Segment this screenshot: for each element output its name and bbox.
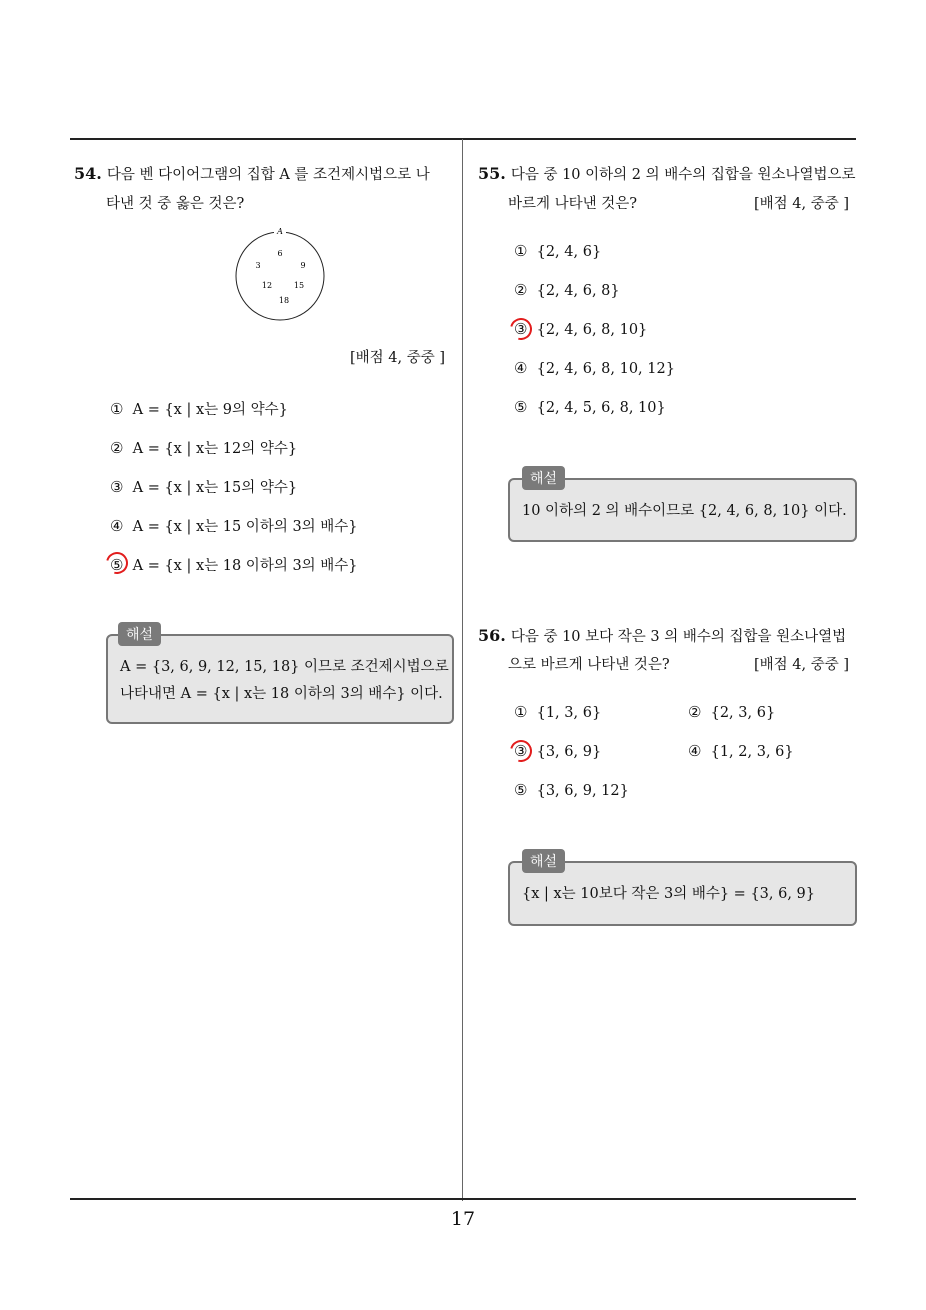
- option-mark: ①: [110, 400, 124, 418]
- q56-option-5[interactable]: [514, 781, 629, 799]
- q54-solution-box: [106, 634, 454, 724]
- option-mark: ⑤: [514, 398, 528, 416]
- q55-solution-label: 해설: [522, 466, 565, 490]
- bottom-rule: [70, 1198, 856, 1200]
- venn-element: 6: [277, 249, 283, 258]
- option-mark: ③: [110, 478, 124, 496]
- q56-title: [478, 622, 846, 651]
- q56-option-4[interactable]: [688, 742, 794, 760]
- option-text: {2, 4, 6, 8, 10}: [536, 322, 648, 338]
- q55-number: 55.: [478, 164, 506, 183]
- q54-line2: 타낸 것 중 옳은 것은?: [106, 196, 245, 212]
- option-mark: ②: [688, 703, 702, 721]
- q54-number: 54.: [74, 164, 102, 183]
- option-text: {2, 4, 6, 8}: [536, 283, 620, 299]
- q54-solution-label: 해설: [118, 622, 161, 646]
- venn-element: 18: [278, 296, 290, 305]
- option-text: {2, 4, 6, 8, 10, 12}: [536, 361, 675, 377]
- option-text: A = {x | x는 12의 약수}: [132, 441, 298, 457]
- q55-line2: 바르게 나타낸 것은?: [508, 196, 638, 212]
- page-number: 17: [450, 1208, 476, 1230]
- top-rule: [70, 138, 856, 140]
- venn-element: 12: [261, 281, 273, 290]
- q54-solution-line2: 나타내면 A = {x | x는 18 이하의 3의 배수} 이다.: [120, 686, 443, 702]
- q54-title: [74, 160, 430, 189]
- q54-option-1[interactable]: [110, 398, 288, 419]
- q55-option-3[interactable]: [514, 320, 647, 338]
- q56-line2: 으로 바르게 나타낸 것은?: [508, 657, 670, 673]
- q55-title: [478, 160, 856, 189]
- option-mark: ②: [110, 439, 124, 457]
- option-text: {1, 3, 6}: [536, 705, 602, 721]
- q54-solution-line1: A = {3, 6, 9, 12, 15, 18} 이므로 조건제시법으로: [120, 659, 449, 675]
- q54-option-3[interactable]: [110, 476, 297, 497]
- option-text: A = {x | x는 15의 약수}: [132, 480, 298, 496]
- option-mark: ⑤: [514, 781, 528, 799]
- q55-points: [배점 4, 중중 ]: [754, 196, 850, 212]
- q56-option-2[interactable]: [688, 703, 775, 721]
- venn-element: 3: [255, 261, 261, 270]
- q54-line1: 다음 벤 다이어그램의 집합 A 를 조건제시법으로 나: [106, 167, 430, 183]
- option-text: {2, 4, 6}: [536, 244, 602, 260]
- column-divider: [462, 139, 463, 1201]
- venn-element: 15: [293, 281, 305, 290]
- venn-diagram: [230, 226, 330, 322]
- option-mark: ①: [514, 242, 528, 260]
- option-mark: ②: [514, 281, 528, 299]
- venn-element: 9: [300, 261, 306, 270]
- venn-label: A: [277, 227, 283, 236]
- option-text: A = {x | x는 15 이하의 3의 배수}: [132, 519, 358, 535]
- option-text: A = {x | x는 9의 약수}: [132, 402, 288, 418]
- q54-points: [배점 4, 중중 ]: [350, 350, 446, 366]
- q56-option-1[interactable]: [514, 703, 601, 721]
- q55-option-4[interactable]: [514, 359, 675, 377]
- q56-solution-line1: {x | x는 10보다 작은 3의 배수} = {3, 6, 9}: [522, 886, 816, 902]
- option-mark: ⑤: [110, 556, 124, 574]
- option-text: {2, 3, 6}: [710, 705, 776, 721]
- q55-option-1[interactable]: [514, 242, 601, 260]
- option-text: {1, 2, 3, 6}: [710, 744, 794, 760]
- q56-solution-label: 해설: [522, 849, 565, 873]
- answer-circle-mark: [506, 736, 536, 766]
- q55-option-5[interactable]: [514, 398, 666, 416]
- option-text: A = {x | x는 18 이하의 3의 배수}: [132, 558, 358, 574]
- option-mark: ④: [514, 359, 528, 377]
- answer-circle-mark: [506, 314, 536, 344]
- q55-solution-line1: 10 이하의 2 의 배수이므로 {2, 4, 6, 8, 10} 이다.: [522, 503, 847, 519]
- option-mark: ③: [514, 742, 528, 760]
- q54-option-4[interactable]: [110, 515, 358, 536]
- option-text: {3, 6, 9}: [536, 744, 602, 760]
- venn-circle: [236, 232, 324, 320]
- q56-line1: 다음 중 10 보다 작은 3 의 배수의 집합을 원소나열법: [510, 629, 847, 645]
- option-text: {3, 6, 9, 12}: [536, 783, 629, 799]
- q54-option-5[interactable]: [110, 554, 358, 575]
- q56-points: [배점 4, 중중 ]: [754, 657, 850, 673]
- q54-option-2[interactable]: [110, 437, 297, 458]
- q55-line1: 다음 중 10 이하의 2 의 배수의 집합을 원소나열법으로: [510, 167, 856, 183]
- q55-option-2[interactable]: [514, 281, 620, 299]
- option-mark: ③: [514, 320, 528, 338]
- option-mark: ④: [688, 742, 702, 760]
- option-mark: ④: [110, 517, 124, 535]
- option-text: {2, 4, 5, 6, 8, 10}: [536, 400, 666, 416]
- q56-number: 56.: [478, 626, 506, 645]
- option-mark: ①: [514, 703, 528, 721]
